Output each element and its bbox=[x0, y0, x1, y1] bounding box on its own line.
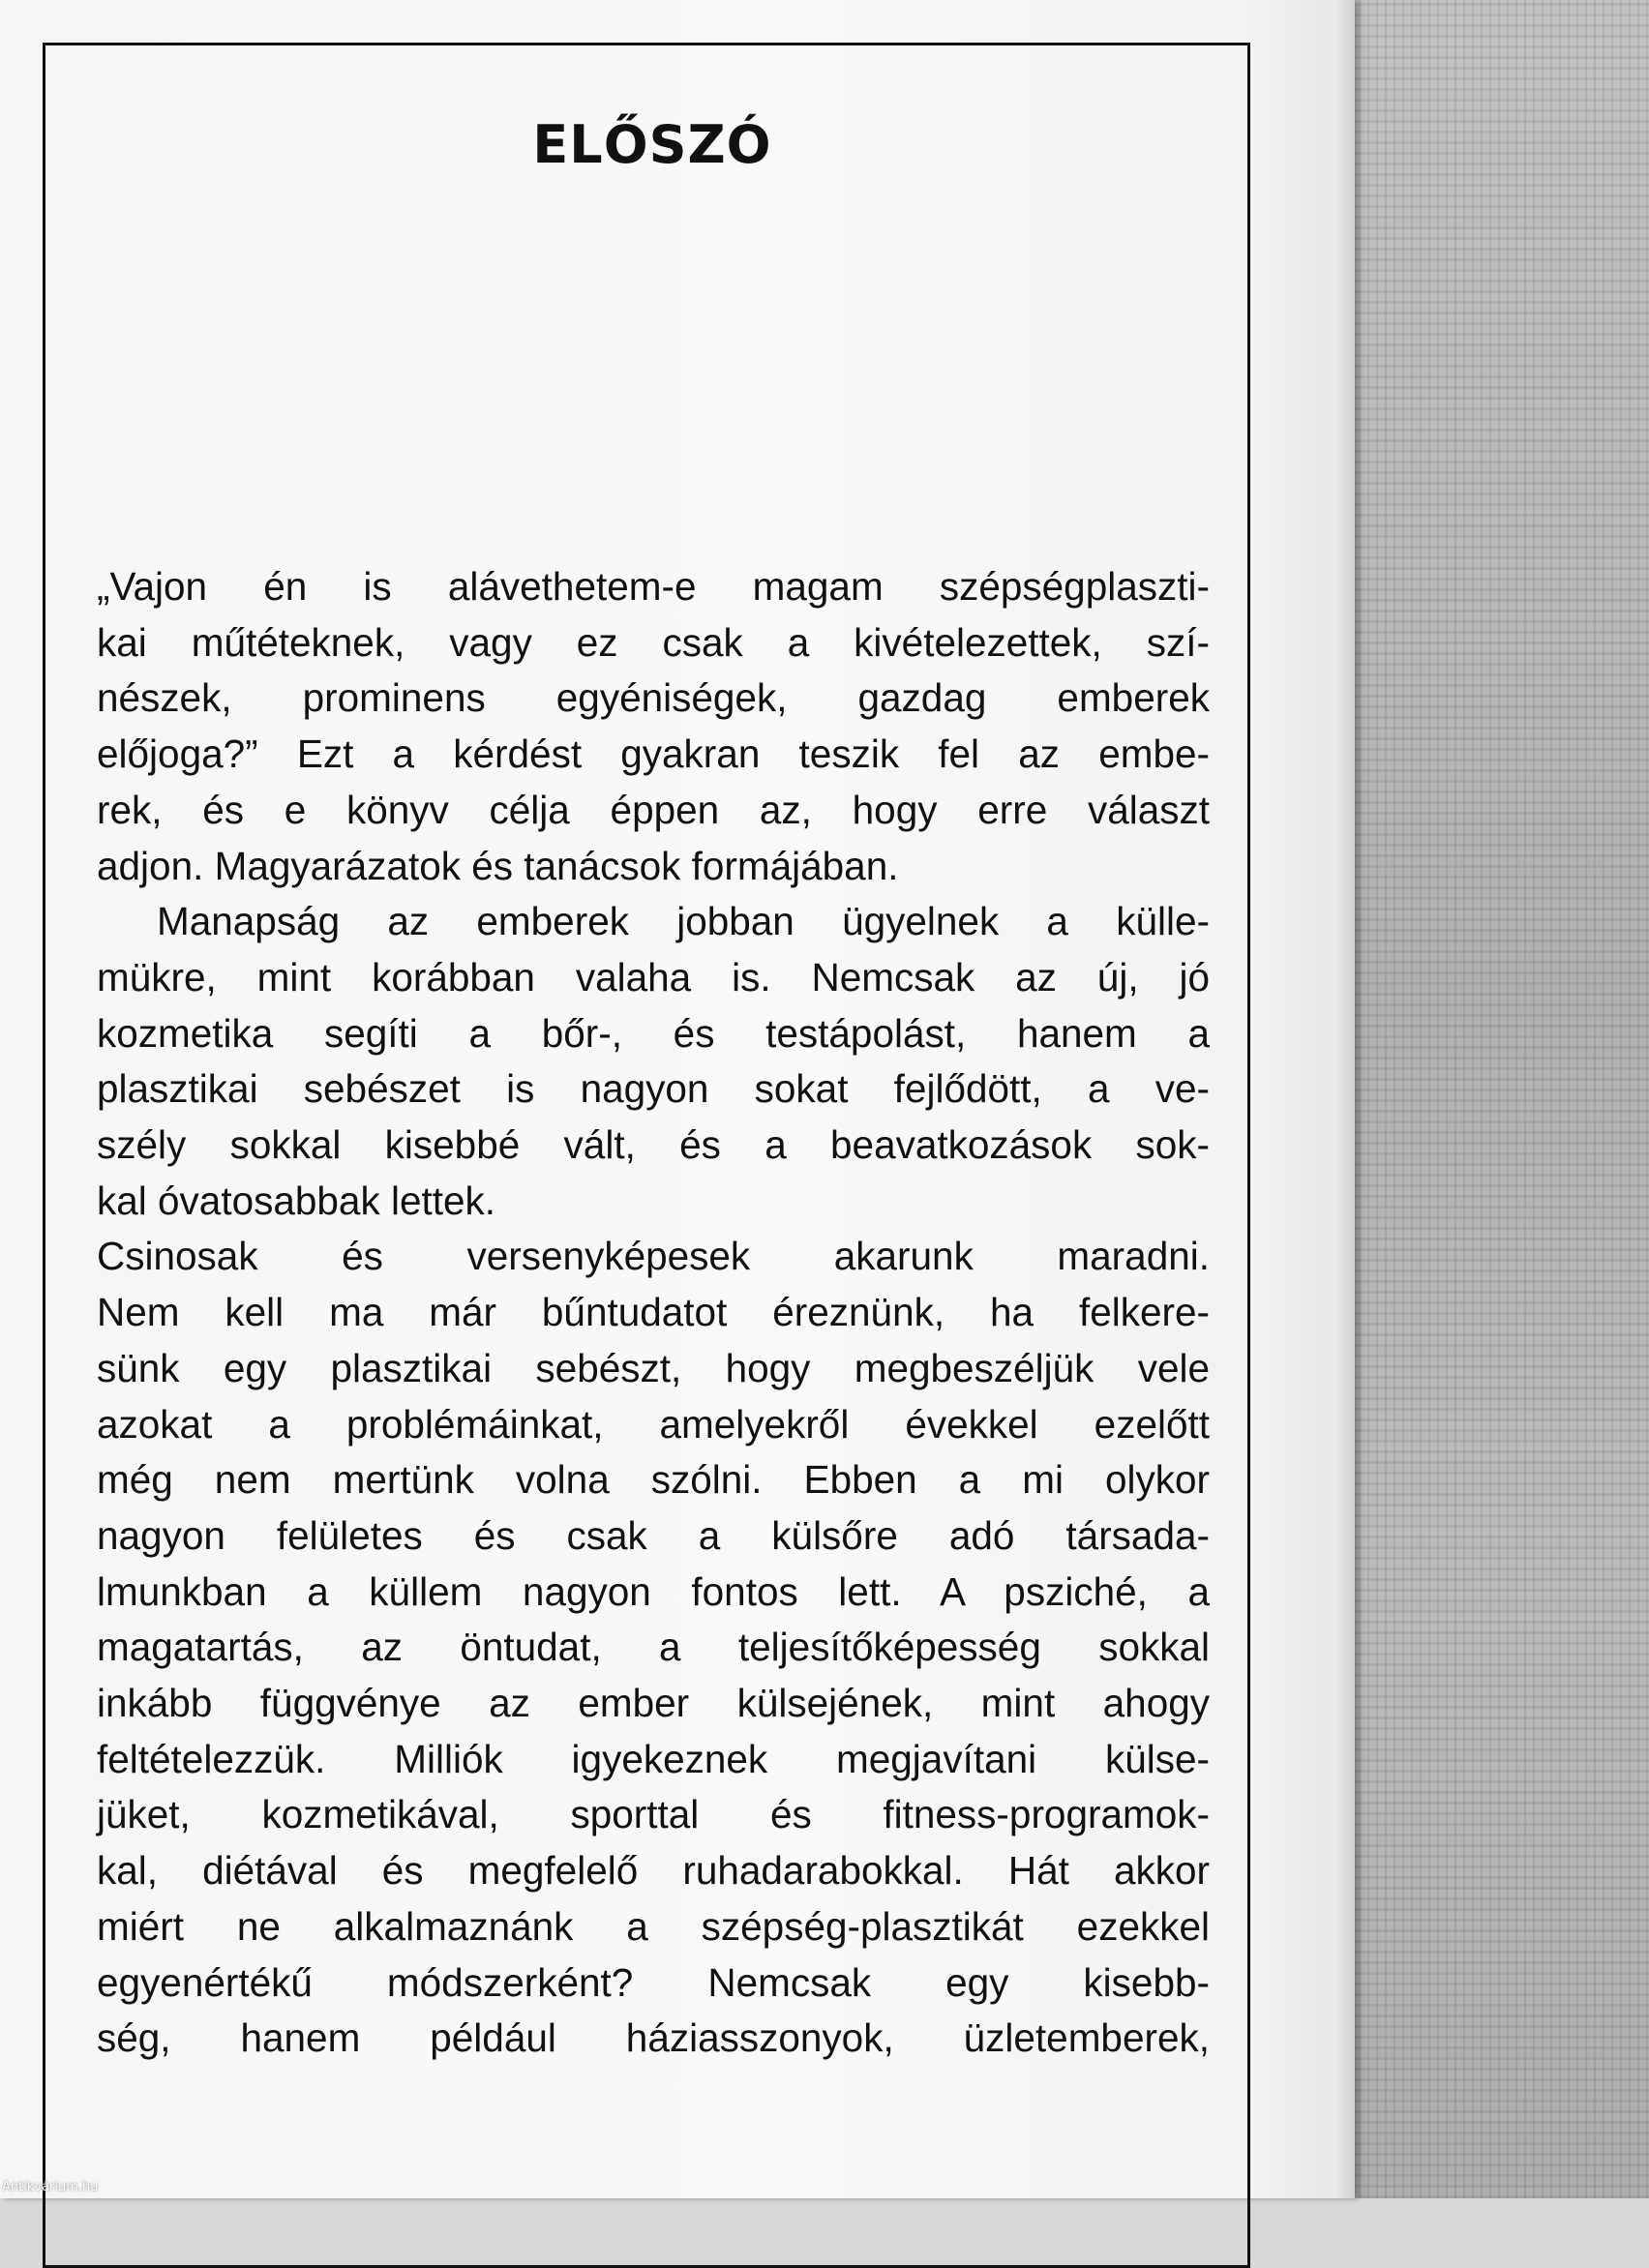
text-line: adjon. Magyarázatok és tanácsok formájában. bbox=[97, 843, 899, 888]
chapter-title: ELŐSZÓ bbox=[532, 114, 772, 175]
text-line: lmunkban a küllem nagyon fontos lett. A psziché, a bbox=[97, 1568, 1210, 1614]
text-line: kai műtéteknek, vagy ez csak a kivételezettek, szí- bbox=[97, 619, 1210, 665]
text-line: miért ne alkalmaznánk a szépség-plasztikát ezekkel bbox=[97, 1903, 1210, 1949]
text-line: plasztikai sebészet is nagyon sokat fejlődött, a ve- bbox=[97, 1066, 1210, 1112]
text-line: szély sokkal kisebbé vált, és a beavatkozások sok- bbox=[97, 1122, 1210, 1168]
text-line: Nem kell ma már bűntudatot éreznünk, ha felkere- bbox=[97, 1290, 1210, 1335]
text-line: feltételezzük. Milliók igyekeznek megjavítani külse- bbox=[97, 1736, 1210, 1781]
text-line: kozmetika segíti a bőr-, és testápolást, hanem a bbox=[97, 1010, 1210, 1056]
text-line: nagyon felületes és csak a külsőre adó társada- bbox=[97, 1512, 1210, 1558]
text-line: mükre, mint korábban valaha is. Nemcsak az új, jó bbox=[97, 954, 1210, 1000]
text-line: egyenértékű módszerként? Nemcsak egy kisebb- bbox=[97, 1959, 1210, 2005]
text-line: kal, diétával és megfelelő ruhadarabokkal. Hát akkor bbox=[97, 1848, 1210, 1894]
text-line: Manapság az emberek jobban ügyelnek a külle- bbox=[157, 899, 1210, 944]
fabric-background bbox=[1350, 0, 1649, 2198]
text-line: inkább függvénye az ember külsejének, mint ahogy bbox=[97, 1681, 1210, 1726]
text-line: azokat a problémáinkat, amelyekről évekkel ezelőtt bbox=[97, 1401, 1210, 1447]
text-line: „Vajon én is alávethetem-e magam szépségplaszti- bbox=[97, 564, 1210, 609]
text-line: magatartás, az öntudat, a teljesítőképesség sokkal bbox=[97, 1625, 1210, 1670]
preface-text bbox=[97, 559, 1210, 2067]
text-line: jüket, kozmetikával, sporttal és fitness-programok- bbox=[97, 1792, 1210, 1837]
text-line: ség, hanem például háziasszonyok, üzletemberek, bbox=[97, 2015, 1210, 2061]
text-line: előjoga?” Ezt a kérdést gyakran teszik fel az embe- bbox=[97, 731, 1210, 777]
text-line: rek, és e könyv célja éppen az, hogy erre választ bbox=[97, 787, 1210, 832]
text-line: még nem mertünk volna szólni. Ebben a mi olykor bbox=[97, 1457, 1210, 1503]
page-edge bbox=[1334, 0, 1355, 2198]
text-line: Csinosak és versenyképesek akarunk maradni. bbox=[97, 1234, 1210, 1279]
text-line: sünk egy plasztikai sebészt, hogy megbeszéljük vele bbox=[97, 1345, 1210, 1390]
watermark: Antikvárium.hu bbox=[2, 2180, 99, 2194]
text-line: nészek, prominens egyéniségek, gazdag emberek bbox=[97, 675, 1210, 721]
text-line: kal óvatosabbak lettek. bbox=[97, 1178, 496, 1223]
